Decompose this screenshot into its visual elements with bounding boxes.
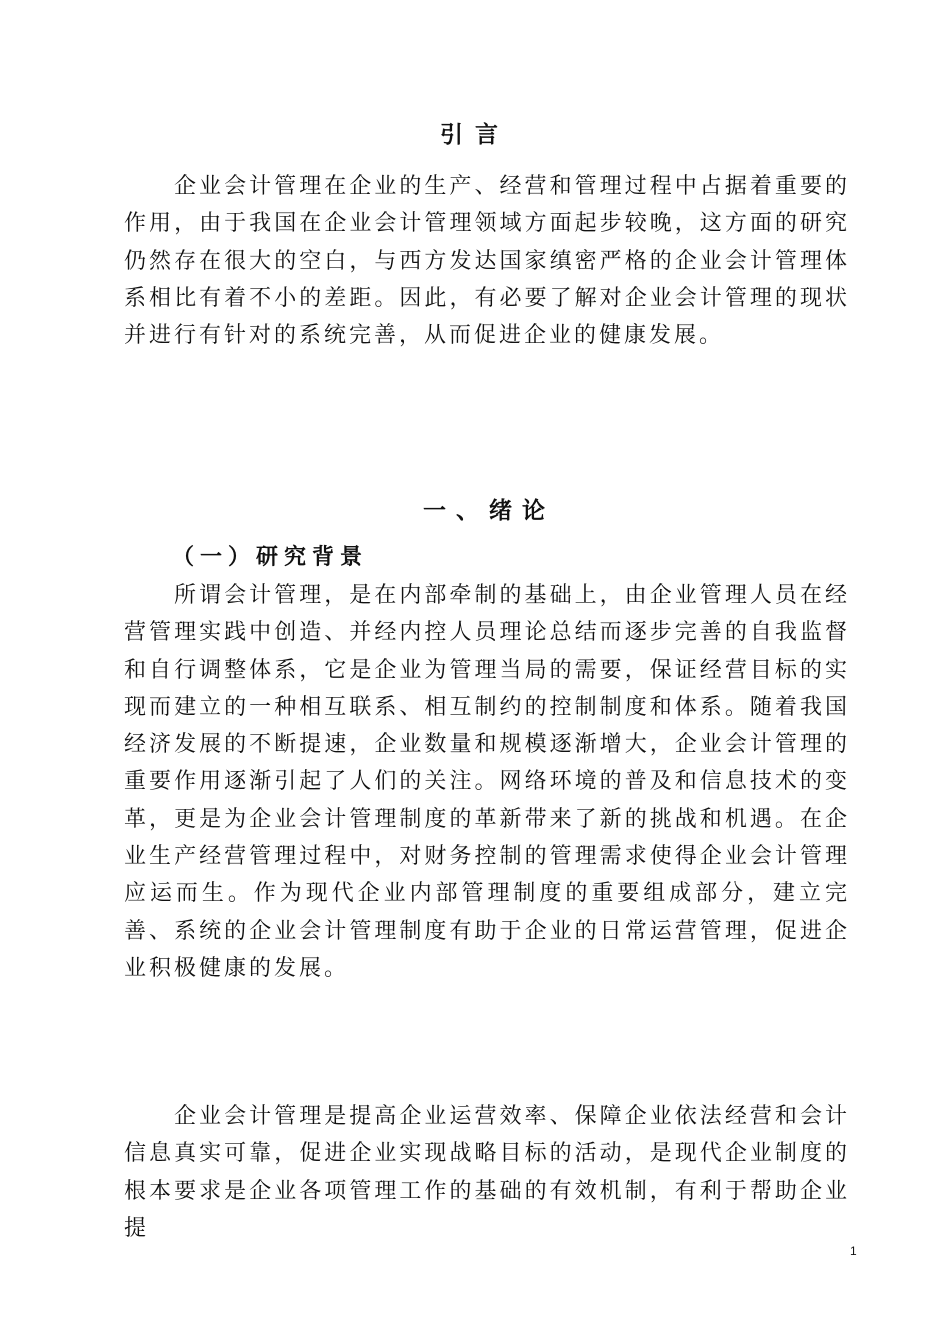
section-heading: （一）研究背景 [172, 545, 369, 570]
intro-paragraph: 企业会计管理在企业的生产、经营和管理过程中占据着重要的作用，由于我国在企业会计管理领域方面起步较晚，这方面的研究仍然存在很大的空白，与西方发达国家缜密严格的企业会计管理体系相比有着不小的差距。因此，有必要了解对企业会计管理的现状并进行有针对的系统完善，从而促进企业的健康发展。 [124, 174, 850, 349]
body-paragraph-1: 所谓会计管理，是在内部牵制的基础上，由企业管理人员在经营管理实践中创造、并经内控人员理论总结而逐步完善的自我监督和自行调整体系，它是企业为管理当局的需要，保证经营目标的实现而建立的一种相互联系、相互制约的控制制度和体系。随着我国经济发展的不断提速，企业数量和规模逐渐增大，企业会计管理的重要作用逐渐引起了人们的关注。网络环境的普及和信息技术的变革，更是为企业会计管理制度的革新带来了新的挑战和机遇。在企业生产经营管理过程中，对财务控制的管理需求使得企业会计管理应运而生。作为现代企业内部管理制度的重要组成部分，建立完善、系统的企业会计管理制度有助于企业的日常运营管理，促进企业积极健康的发展。 [124, 583, 850, 981]
page-number: 1 [850, 1244, 857, 1258]
intro-title: 引言 [440, 122, 510, 148]
body-paragraph-2: 企业会计管理是提高企业运营效率、保障企业依法经营和会计信息真实可靠，促进企业实现战略目标的活动，是现代企业制度的根本要求是企业各项管理工作的基础的有效机制，有利于帮助企业提 [124, 1104, 850, 1241]
chapter-heading: 一、绪论 [423, 498, 555, 524]
